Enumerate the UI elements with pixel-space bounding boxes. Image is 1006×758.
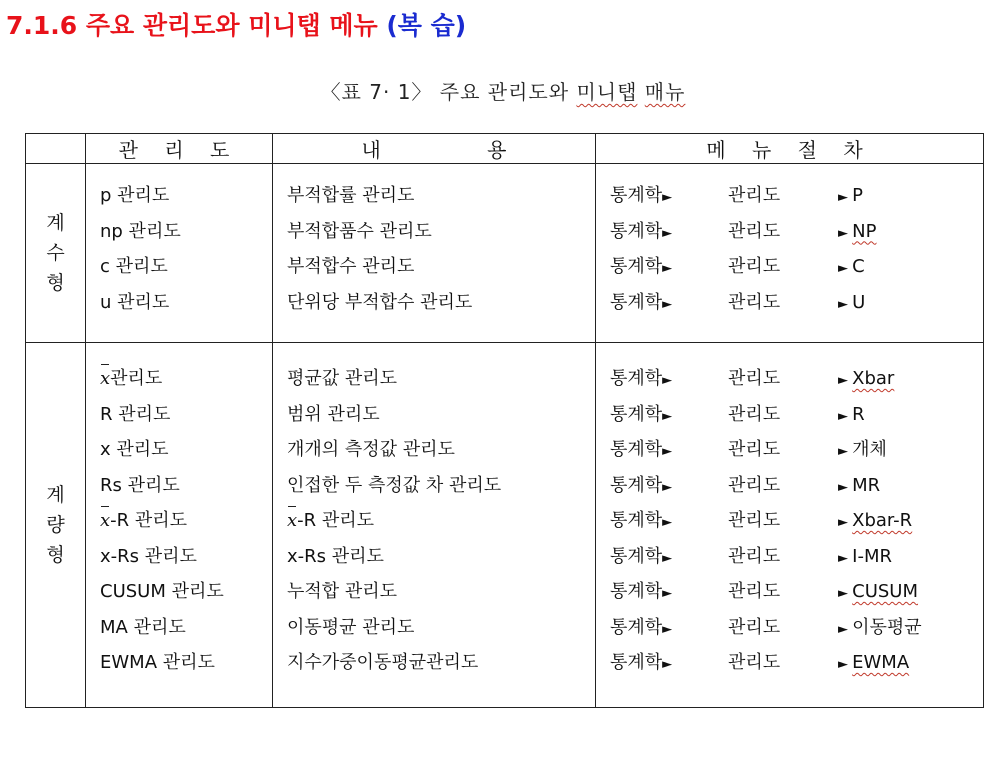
table-header-row [26,134,984,164]
menu-path [610,539,983,575]
menu-step-1-label: 통계학 [610,256,663,277]
menu-step-1 [610,468,728,506]
chart-name-text: c 관리도 [100,256,168,277]
arrow-right-icon: ► [838,657,853,672]
chart-description [287,397,595,433]
arrow-right-icon: ► [662,296,673,312]
chart-name-text: u 관리도 [100,291,170,313]
menu-step-1 [610,574,728,612]
chart-description-text: 평균값 관리도 [287,368,398,389]
arrow-right-icon: ► [838,296,853,312]
menu-step-2: 관리도 [728,439,781,460]
chart-description [287,178,595,214]
menu-step-1-label: 통계학 [610,291,663,313]
menu-path [610,214,983,250]
chart-description [287,214,595,250]
caption-underlined-1: 미니탭 [576,80,638,104]
chart-description-text: 이동평균 관리도 [287,616,415,638]
section-heading-main: 7.1.6 주요 관리도와 미니탭 메뉴 [6,11,378,40]
menu-step-1 [610,397,728,435]
arrow-right-icon: ► [838,444,853,459]
chart-description-text: 부적합률 관리도 [287,185,415,206]
menu-path [610,645,983,681]
chart-description [287,468,595,504]
menu-path [610,432,983,468]
menu-step-3: Xbar [852,368,895,389]
chart-name-text: x-Rs 관리도 [100,545,197,567]
chart-description-text: 인접한 두 측정값 차 관리도 [287,474,502,496]
arrow-right-icon: ► [662,444,673,459]
chart-description [287,539,595,575]
chart-description-text: 지수가중이동평균관리도 [287,652,479,673]
menu-step-3: CUSUM [852,581,919,602]
menu-step-2: 관리도 [728,616,781,638]
header-content-text: 내 용 [361,138,507,162]
chart-name [100,645,272,681]
group-kind-char: 계 [46,483,65,506]
chart-description [287,361,595,397]
content-column [273,164,596,343]
menu-step-2: 관리도 [728,474,781,496]
chart-description [287,285,595,321]
chart-description-text: 누적합 관리도 [287,581,398,602]
menu-step-2: 관리도 [728,652,781,673]
menu-step-3: U [852,291,866,313]
menu-step-2: 관리도 [728,545,781,567]
menu-step-1 [610,645,728,683]
group-kind-char: 형 [46,543,65,566]
chart-description [287,610,595,646]
menu-step-2: 관리도 [728,291,781,313]
menu-path [610,361,983,397]
group-kind [26,343,86,708]
menu-column [596,343,984,708]
menu-step-1 [610,178,728,216]
menu-step-2: 관리도 [728,185,781,206]
arrow-right-icon: ► [662,586,673,601]
arrow-right-icon: ► [662,190,673,205]
arrow-right-icon: ► [838,408,853,424]
menu-path [610,610,983,646]
menu-step-1-label: 통계학 [610,616,663,638]
chart-name [100,610,272,646]
menu-step-1-label: 통계학 [610,403,663,425]
menu-step-1 [610,214,728,252]
chart-name-text: MA 관리도 [100,616,186,638]
menu-step-1-label: 통계학 [610,439,663,460]
menu-step-1 [610,361,728,399]
control-chart-table [25,133,984,708]
menu-step-1-label: 통계학 [610,545,663,567]
arrow-right-icon: ► [662,657,673,672]
menu-path [610,285,983,321]
menu-step-3: P [852,185,863,206]
group-row-variable [26,343,984,708]
chart-description-text: x-Rs 관리도 [287,545,384,567]
chart-description-text: 개개의 측정값 관리도 [287,439,455,460]
arrow-right-icon: ► [662,621,673,637]
chart-name [100,432,272,468]
menu-step-1 [610,285,728,323]
group-kind-char: 계 [46,212,65,234]
menu-path [610,574,983,610]
arrow-right-icon: ► [662,373,673,388]
xbar-symbol: x [287,503,297,539]
arrow-right-icon: ► [662,408,673,424]
xbar-symbol: x [100,361,110,397]
caption-prefix: 〈표 7· 1〉 주요 관리도와 [320,80,570,104]
chart-description-text: -R 관리도 [297,510,375,531]
menu-step-1 [610,432,728,470]
menu-step-3: Xbar-R [852,510,913,531]
chart-column [86,343,273,708]
section-heading [6,6,466,42]
arrow-right-icon: ► [838,621,853,637]
chart-name [100,285,272,321]
chart-name-text: p 관리도 [100,185,170,206]
arrow-right-icon: ► [838,190,853,205]
header-chart: 관 리 도 [86,134,273,164]
menu-step-1-label: 통계학 [610,510,663,531]
chart-name-text: CUSUM 관리도 [100,581,224,602]
menu-step-2: 관리도 [728,256,781,277]
chart-name [100,503,272,539]
menu-path [610,503,983,539]
header-content [273,134,596,164]
chart-description-text: 단위당 부적합수 관리도 [287,291,473,313]
chart-name [100,249,272,285]
menu-step-1-label: 통계학 [610,474,663,496]
menu-step-2: 관리도 [728,368,781,389]
menu-step-1-label: 통계학 [610,220,663,242]
chart-name [100,214,272,250]
caption-underlined-2: 매뉴 [644,80,686,104]
chart-name [100,178,272,214]
arrow-right-icon: ► [662,479,673,495]
chart-name [100,539,272,575]
menu-column [596,164,984,343]
chart-description-text: 범위 관리도 [287,403,380,425]
arrow-right-icon: ► [838,373,853,388]
menu-path [610,397,983,433]
menu-step-2: 관리도 [728,220,781,242]
menu-step-2: 관리도 [728,403,781,425]
arrow-right-icon: ► [838,479,853,495]
group-kind-char: 량 [46,513,65,536]
arrow-right-icon: ► [662,515,673,530]
chart-name [100,468,272,504]
chart-name-text: -R 관리도 [110,510,188,531]
chart-name-text: Rs 관리도 [100,474,180,496]
menu-step-1-label: 통계학 [610,368,663,389]
menu-step-3: MR [852,474,881,496]
group-kind-char: 형 [46,272,65,294]
chart-name-text: EWMA 관리도 [100,652,215,673]
menu-step-2: 관리도 [728,510,781,531]
chart-description [287,574,595,610]
table-caption [0,76,1006,105]
arrow-right-icon: ► [838,586,853,601]
menu-step-2: 관리도 [728,581,781,602]
section-heading-paren: (복 습) [386,11,467,40]
menu-step-1-label: 통계학 [610,185,663,206]
chart-name [100,397,272,433]
chart-name-text: R 관리도 [100,403,171,425]
chart-description [287,503,595,539]
menu-step-1-label: 통계학 [610,652,663,673]
menu-step-3: I-MR [852,545,892,567]
menu-step-1 [610,610,728,648]
chart-name-text: 관리도 [110,368,163,389]
arrow-right-icon: ► [662,550,673,566]
chart-name [100,574,272,610]
chart-description [287,645,595,681]
chart-description-text: 부적합수 관리도 [287,256,415,277]
arrow-right-icon: ► [838,515,853,530]
chart-description [287,432,595,468]
group-kind-char: 수 [46,242,65,264]
chart-name [100,361,272,397]
xbar-symbol: x [100,503,110,539]
menu-step-1 [610,503,728,541]
chart-description-text: 부적합품수 관리도 [287,220,432,242]
menu-step-1 [610,249,728,287]
menu-path [610,468,983,504]
menu-step-1-label: 통계학 [610,581,663,602]
menu-step-3: 개체 [852,439,887,460]
header-blank [26,134,86,164]
arrow-right-icon: ► [838,550,853,566]
group-kind [26,164,86,343]
chart-name-text: np 관리도 [100,220,181,242]
arrow-right-icon: ► [838,261,853,276]
content-column [273,343,596,708]
arrow-right-icon: ► [662,261,673,276]
arrow-right-icon: ► [838,225,853,241]
chart-description [287,249,595,285]
menu-step-1 [610,539,728,577]
chart-column [86,164,273,343]
group-row-attribute [26,164,984,343]
menu-step-3: 이동평균 [852,616,922,638]
menu-step-3: NP [852,220,877,242]
menu-step-3: R [852,403,865,425]
chart-name-text: x 관리도 [100,439,169,460]
menu-path [610,178,983,214]
menu-step-3: EWMA [852,652,910,673]
arrow-right-icon: ► [662,225,673,241]
menu-step-3: C [852,256,865,277]
header-menu: 메 뉴 절 차 [596,134,984,164]
menu-path [610,249,983,285]
